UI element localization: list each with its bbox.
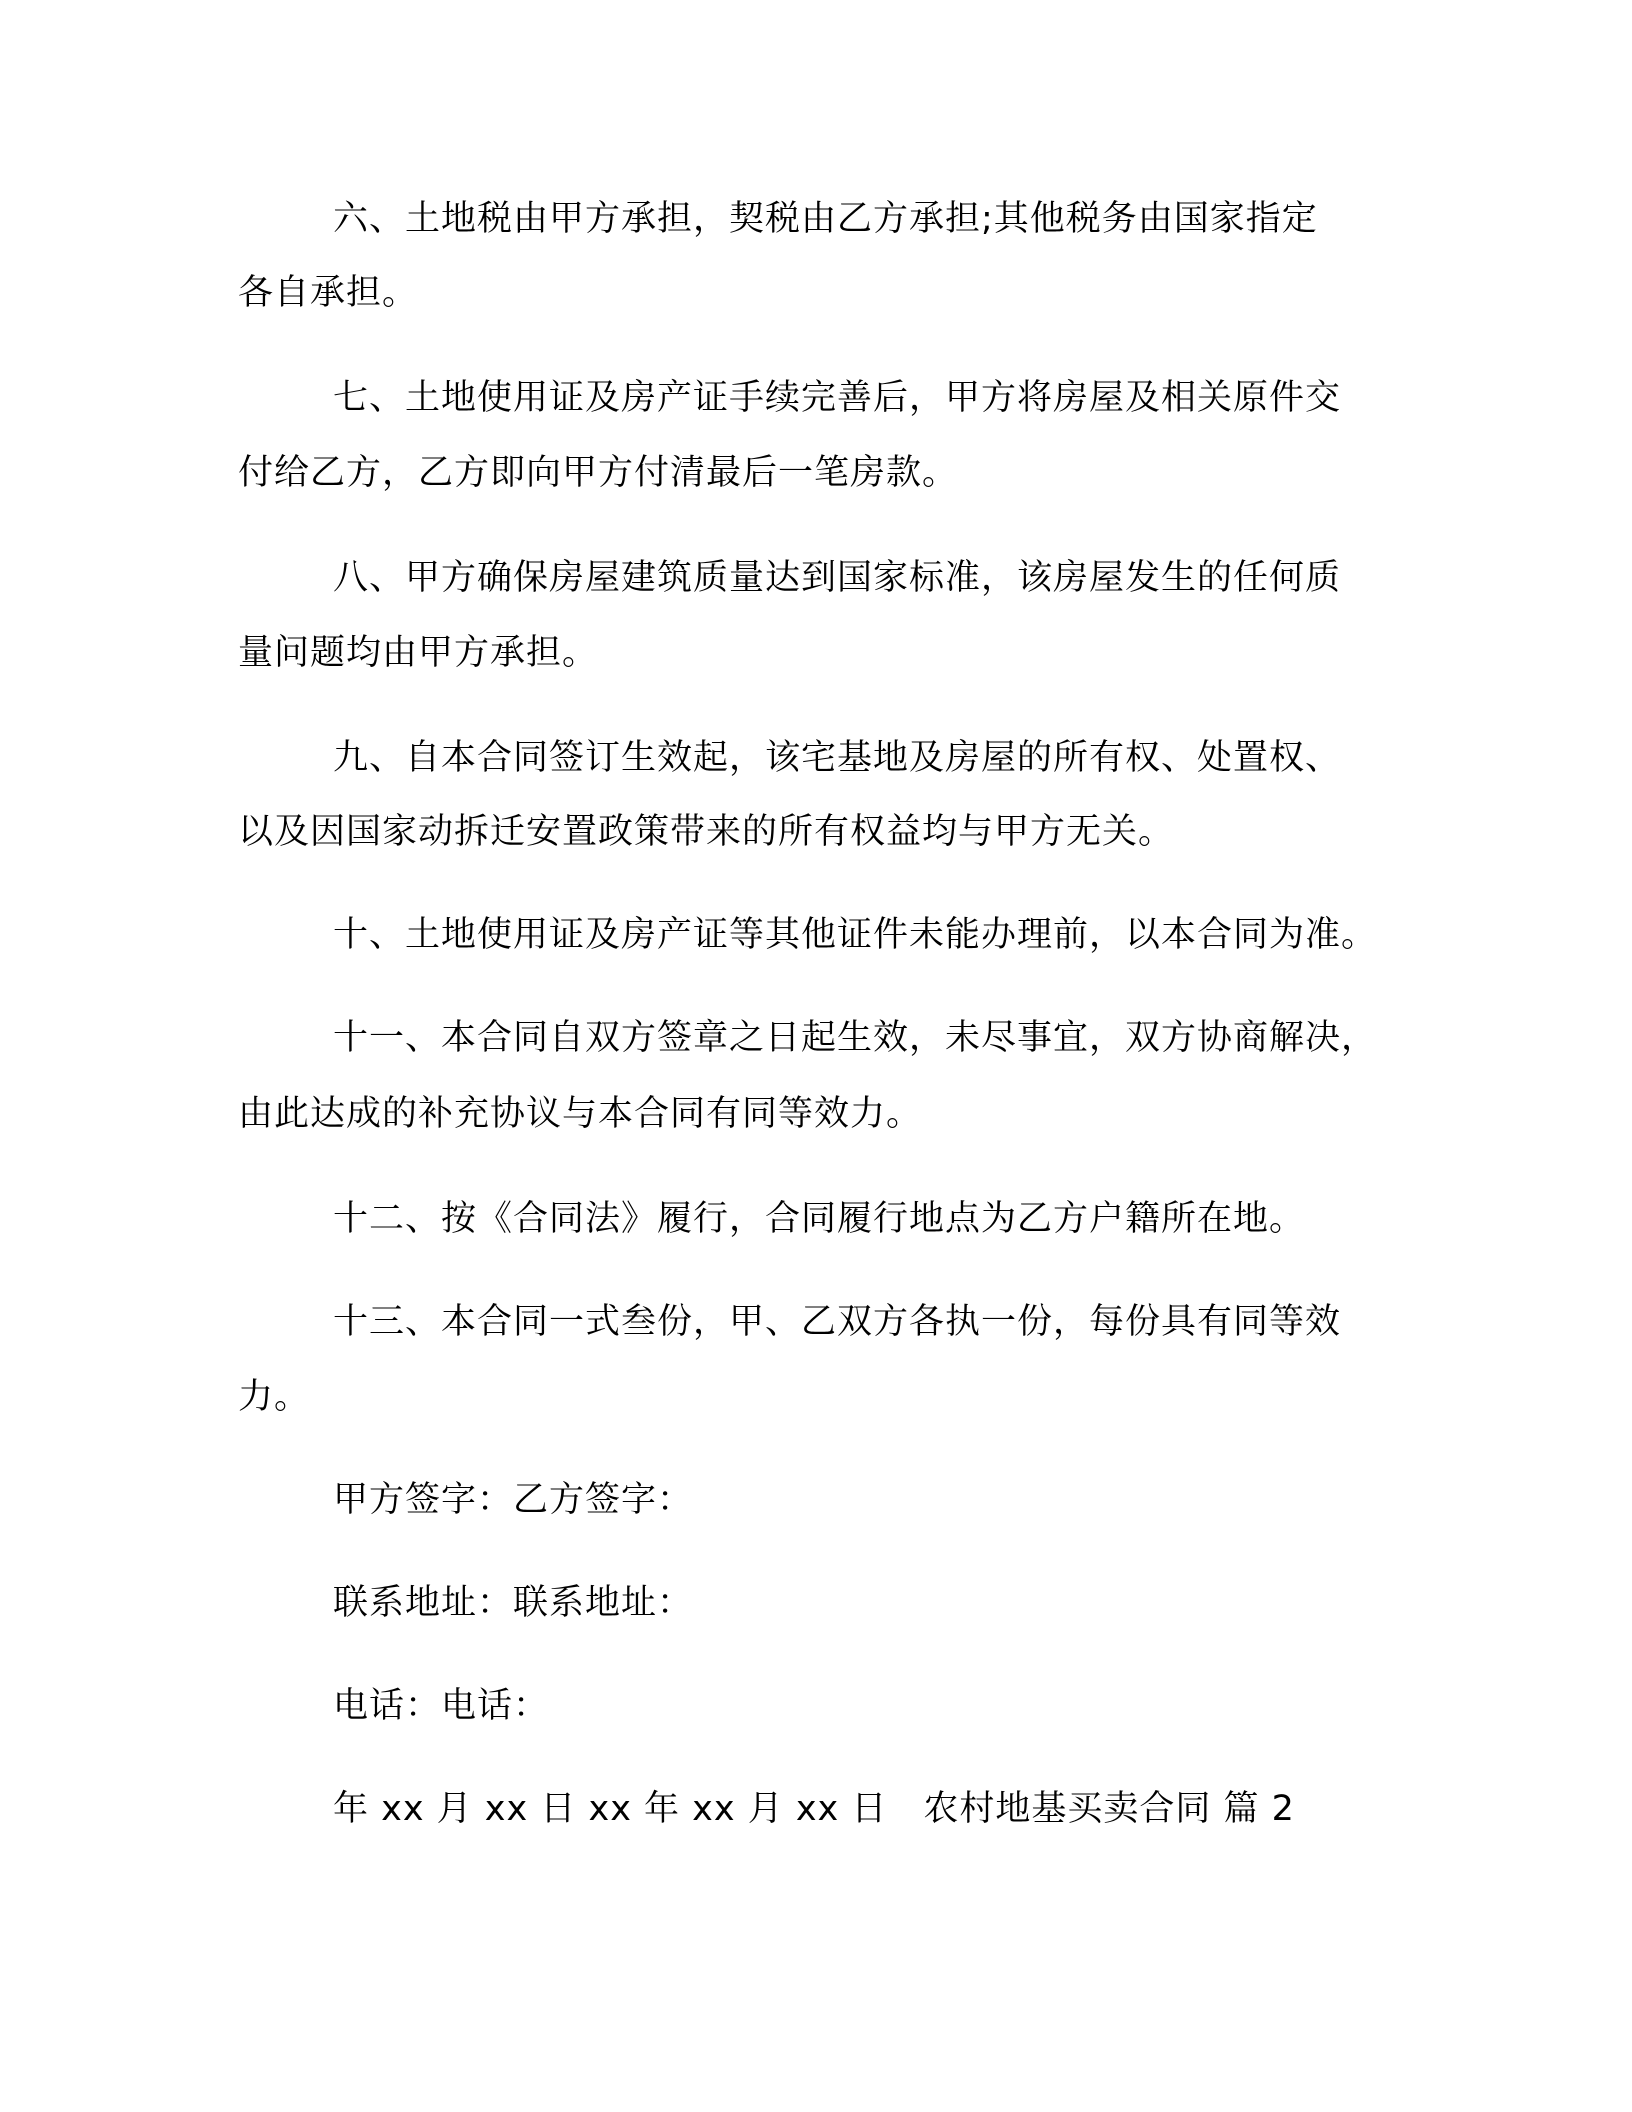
clause-9-line-1: 九、自本合同签订生效起，该宅基地及房屋的所有权、处置权、: [333, 738, 1342, 778]
clause-13-line-1: 十三、本合同一式叁份，甲、乙双方各执一份，每份具有同等效: [333, 1302, 1342, 1342]
signature-line: 甲方签字：乙方签字：: [333, 1480, 694, 1520]
clause-6-line-2: 各自承担。: [238, 273, 419, 313]
clause-6-line-1: 六、土地税由甲方承担，契税由乙方承担;其他税务由国家指定: [333, 199, 1318, 239]
clause-8-line-1: 八、甲方确保房屋建筑质量达到国家标准，该房屋发生的任何质: [333, 558, 1342, 598]
phone-line: 电话：电话：: [333, 1686, 550, 1726]
clause-11-line-1: 十一、本合同自双方签章之日起生效，未尽事宜，双方协商解决，: [333, 1018, 1378, 1058]
clause-8-line-2: 量问题均由甲方承担。: [238, 633, 599, 673]
clause-12-line-1: 十二、按《合同法》履行，合同履行地点为乙方户籍所在地。: [333, 1199, 1306, 1239]
clause-10-line-1: 十、土地使用证及房产证等其他证件未能办理前，以本合同为准。: [333, 915, 1378, 955]
clause-7-line-2: 付给乙方，乙方即向甲方付清最后一笔房款。: [238, 453, 959, 493]
date-and-next-title-line: 年 xx 月 xx 日 xx 年 xx 月 xx 日 农村地基买卖合同 篇 2: [333, 1789, 1295, 1829]
clause-9-line-2: 以及因国家动拆迁安置政策带来的所有权益均与甲方无关。: [238, 812, 1175, 852]
address-line: 联系地址：联系地址：: [333, 1583, 694, 1623]
clause-7-line-1: 七、土地使用证及房产证手续完善后，甲方将房屋及相关原件交: [333, 378, 1342, 418]
clause-13-line-2: 力。: [238, 1377, 311, 1417]
clause-11-line-2: 由此达成的补充协议与本合同有同等效力。: [238, 1094, 923, 1134]
